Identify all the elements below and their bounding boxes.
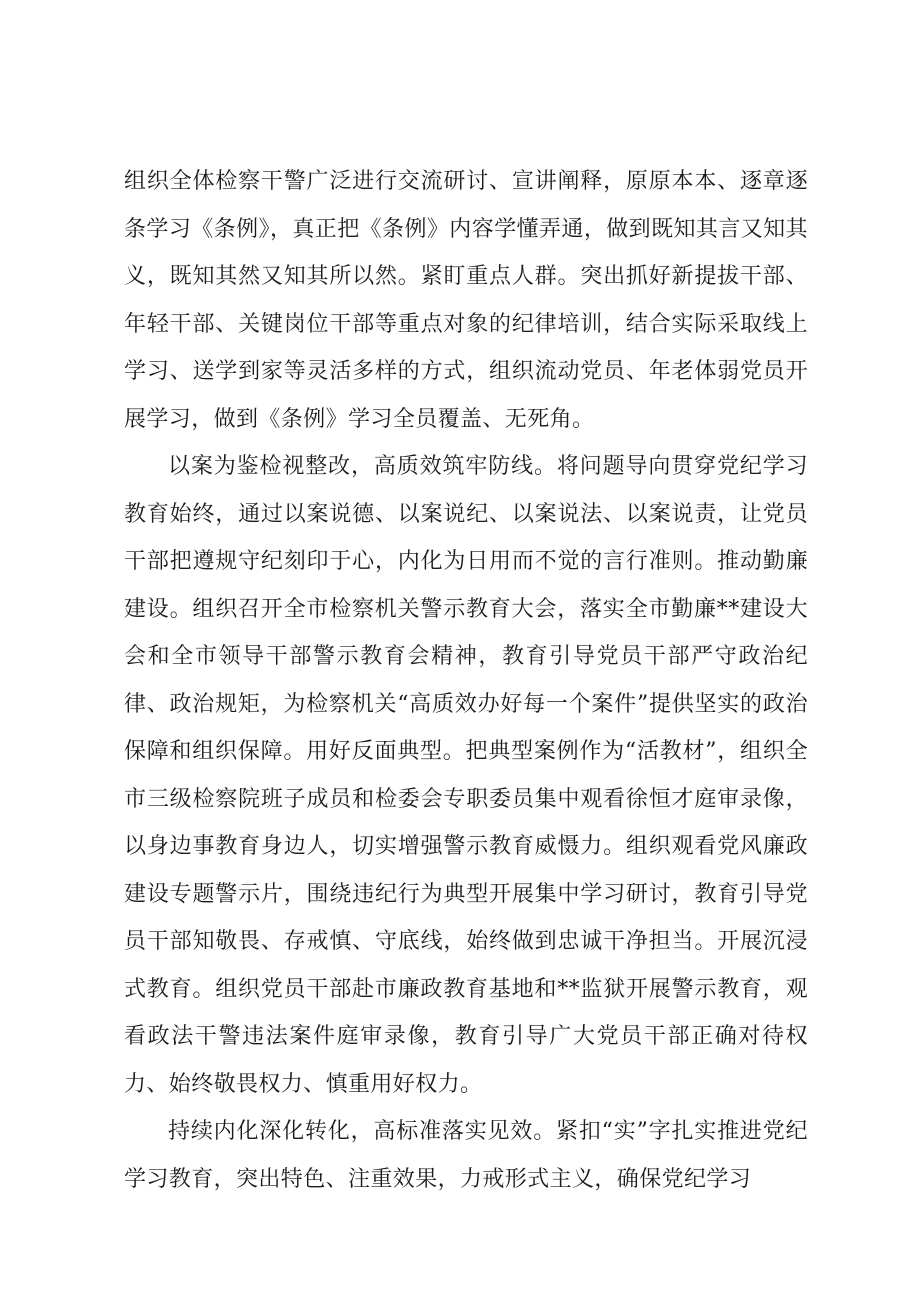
- paragraph-2: 以案为鉴检视整改，高质效筑牢防线。将问题导向贯穿党纪学习教育始终，通过以案说德、以案说纪、以案说法、以案说责，让党员干部把遵规守纪刻印于心，内化为日用而不觉的言行准则。推动勤廉建设。组织召开全市检察机关警示教育大会，落实全市勤廉**建设大会和全市领导干部警示教育会精神，教育引导党员干部严守政治纪律、政治规矩，为检察机关“高质效办好每一个案件”提供坚实的政治保障和组织保障。用好反面典型。把典型案例作为“活教材”，组织全市三级检察院班子成员和检委会专职委员集中观看徐恒才庭审录像，以身边事教育身边人，切实增强警示教育威慑力。组织观看党风廉政建设专题警示片，围绕违纪行为典型开展集中学习研讨，教育引导党员干部知敬畏、存戒慎、守底线，始终做到忠诚干净担当。开展沉浸式教育。组织党员干部赴市廉政教育基地和**监狱开展警示教育，观看政法干警违法案件庭审录像，教育引导广大党员干部正确对待权力、始终敬畏权力、慎重用好权力。: [124, 454, 808, 1097]
- paragraph-1: 组织全体检察干警广泛进行交流研讨、宣讲阐释，原原本本、逐章逐条学习《条例》，真正把《条例》内容学懂弄通，做到既知其言又知其义，既知其然又知其所以然。紧盯重点人群。突出抓好新提拔干部、年轻干部、关键岗位干部等重点对象的纪律培训，结合实际采取线上学习、送学到家等灵活多样的方式，组织流动党员、年老体弱党员开展学习，做到《条例》学习全员覆盖、无死角。: [124, 169, 808, 432]
- paragraph-3: 持续内化深化转化，高标准落实见效。紧扣“实”字扎实推进党纪学习教育，突出特色、注重效果，力戒形式主义，确保党纪学习: [124, 1119, 808, 1192]
- document-body: [124, 158, 808, 1203]
